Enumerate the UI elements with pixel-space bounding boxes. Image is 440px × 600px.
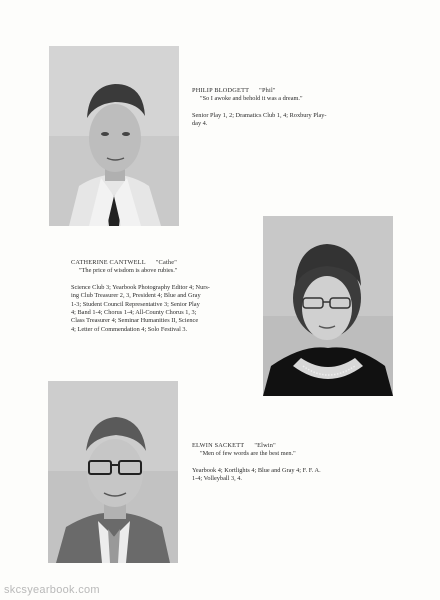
activities-line: ing Club Treasurer 2, 3, President 4; Blue and Gray bbox=[71, 292, 201, 300]
student-nickname: "Cathe" bbox=[155, 259, 178, 266]
activities-line: Senior Play 1, 2; Dramatics Club 1, 4; Roxbury Play- bbox=[192, 111, 327, 119]
portrait-elwin-sackett bbox=[48, 381, 178, 563]
activities-line: 1-3; Student Council Representative 3; Senior Play bbox=[71, 300, 200, 308]
name-line bbox=[192, 87, 382, 95]
portrait-philip-blodgett bbox=[49, 46, 179, 226]
activities-line: day 4. bbox=[192, 120, 208, 128]
bio-philip-blodgett bbox=[192, 87, 382, 129]
portrait-catherine-cantwell bbox=[263, 216, 393, 396]
student-activities bbox=[192, 112, 382, 129]
student-name: PHILIP BLODGETT bbox=[192, 87, 250, 94]
portrait-photo-3 bbox=[48, 381, 178, 563]
activities-line: Class Treasurer 4; Seminar Humanities II, Science bbox=[71, 317, 199, 325]
name-line bbox=[192, 442, 382, 450]
student-name: CATHERINE CANTWELL bbox=[71, 259, 146, 266]
activities-line: 1-4; Volleyball 3, 4. bbox=[192, 475, 242, 483]
activities-line: Yearbook 4; Kortlights 4; Blue and Gray 4; F. F. A. bbox=[192, 466, 321, 474]
site-watermark: skcsyearbook.com bbox=[4, 584, 100, 596]
bio-catherine-cantwell bbox=[71, 259, 261, 334]
student-name: ELWIN SACKETT bbox=[192, 442, 245, 449]
student-quote: "So I awoke and behold it was a dream." bbox=[200, 95, 303, 103]
portrait-photo-1 bbox=[49, 46, 179, 226]
bio-elwin-sackett bbox=[192, 442, 382, 484]
student-quote: "Men of few words are the best men." bbox=[200, 450, 296, 458]
student-activities bbox=[192, 467, 382, 484]
student-nickname: "Phil" bbox=[259, 87, 276, 94]
activities-line: 4; Band 1-4; Chorus 1-4; All-County Chorus 1, 3; bbox=[71, 309, 197, 317]
activities-line: 4; Letter of Commendation 4; Solo Festival 3. bbox=[71, 325, 188, 333]
student-activities bbox=[71, 284, 261, 334]
student-quote: "The price of wisdom is above rubies." bbox=[79, 267, 178, 275]
student-nickname: "Elwin" bbox=[254, 442, 276, 449]
name-line bbox=[71, 259, 261, 267]
activities-line: Science Club 3; Yearbook Photography Editor 4; Nurs- bbox=[71, 283, 210, 291]
portrait-photo-2 bbox=[263, 216, 393, 396]
